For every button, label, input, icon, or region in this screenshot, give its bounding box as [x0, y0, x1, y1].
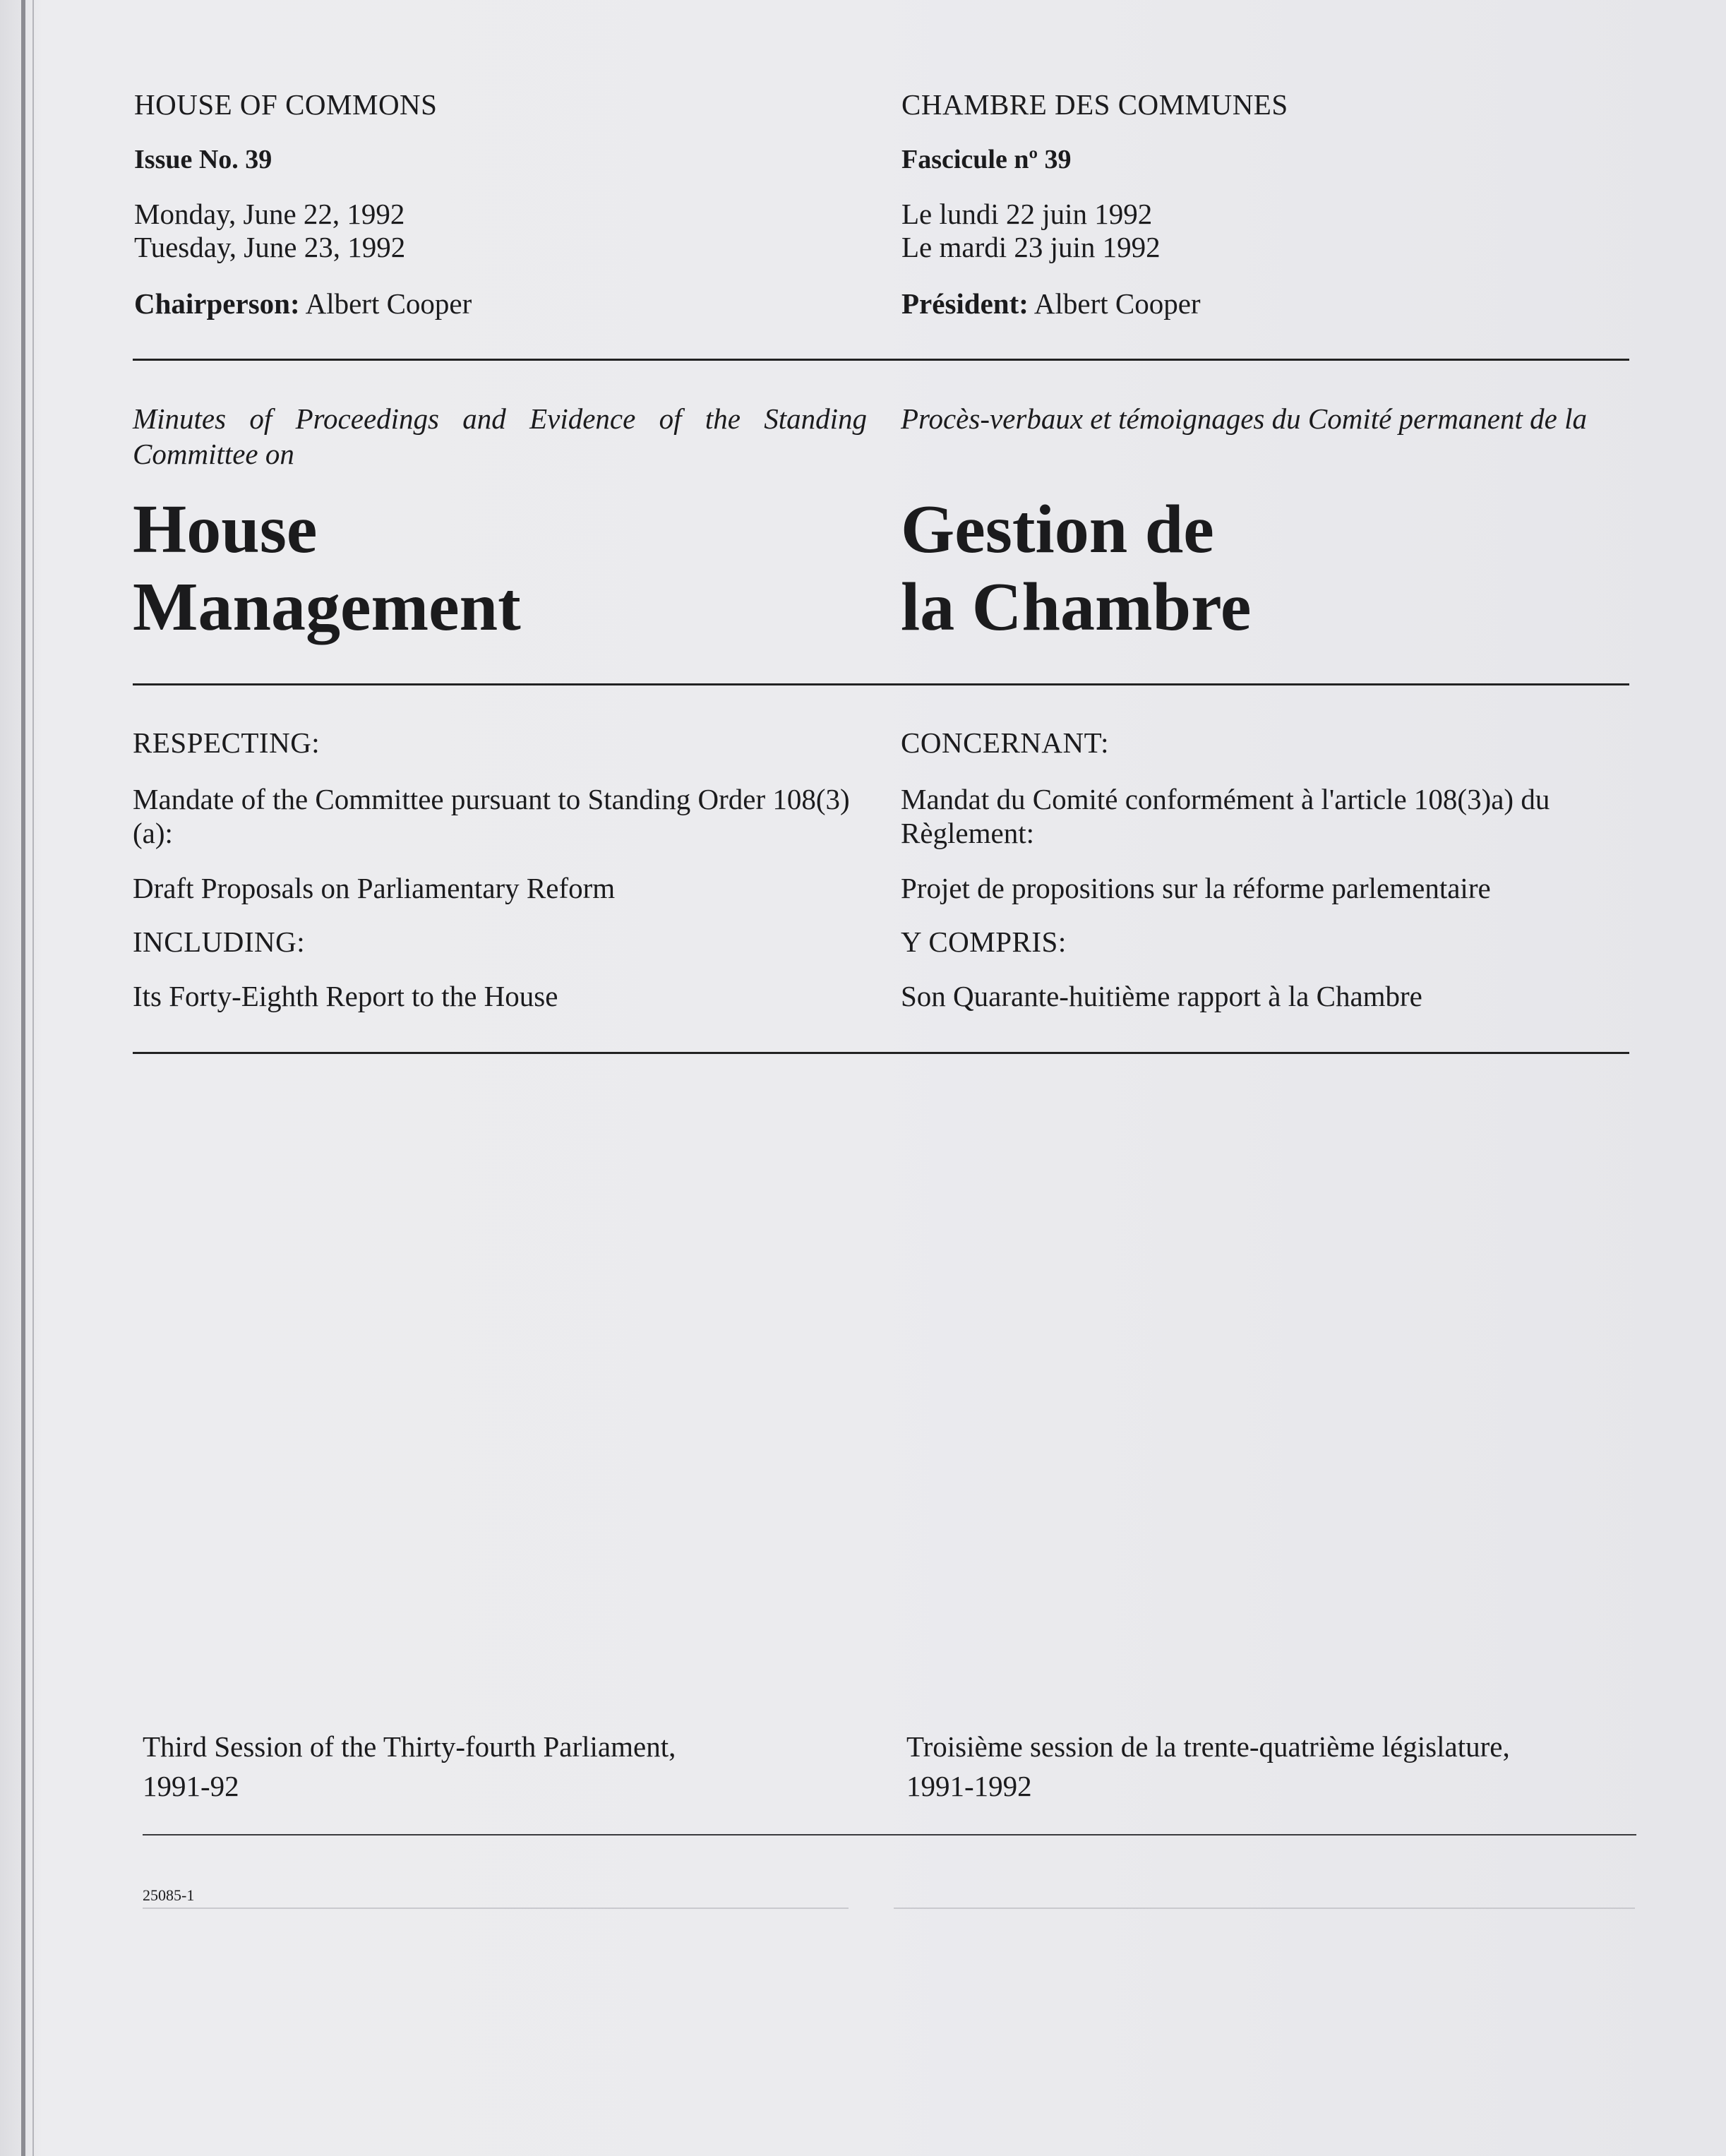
right-respecting-label: CONCERNANT: [901, 726, 1110, 759]
left-session-line: Third Session of the Thirty-fourth Parliament, [143, 1730, 676, 1763]
left-chairperson [134, 287, 472, 321]
binding-edge [21, 0, 25, 2156]
right-session-line: Troisième session de la trente-quatrième législature, [906, 1730, 1510, 1763]
left-title-line-1: House [133, 491, 318, 568]
left-session [143, 1727, 877, 1806]
left-minutes-heading: Minutes of Proceedings and Evidence of the Standing Committee on [133, 402, 867, 470]
right-proposals: Projet de propositions sur la réforme parlementaire [901, 872, 1491, 904]
right-date-2: Le mardi 23 juin 1992 [901, 231, 1161, 263]
left-respecting-label: RESPECTING: [133, 726, 320, 759]
right-session [906, 1727, 1683, 1806]
right-issue-number: Fascicule nº 39 [901, 145, 1072, 174]
right-date-1: Le lundi 22 juin 1992 [901, 198, 1153, 230]
right-chair-label: Président: [901, 287, 1029, 320]
left-session-years: 1991-92 [143, 1770, 239, 1802]
right-chair-name: Albert Cooper [1028, 287, 1201, 320]
left-report: Its Forty-Eighth Report to the House [133, 980, 558, 1012]
left-issue-number: Issue No. 39 [134, 145, 272, 174]
left-date-1: Monday, June 22, 1992 [134, 198, 405, 230]
left-including-label: INCLUDING: [133, 926, 306, 958]
right-session-years: 1991-1992 [906, 1770, 1032, 1802]
bleed-through-line-right [894, 1908, 1635, 1909]
left-committee-title [133, 491, 867, 646]
right-chairperson [901, 287, 1201, 321]
right-title-line-2: la Chambre [901, 569, 1252, 645]
right-mandate: Mandat du Comité conformément à l'article 108(3)a) du Règlement: [901, 783, 1550, 849]
right-institution: CHAMBRE DES COMMUNES [901, 88, 1288, 121]
left-title-line-2: Management [133, 569, 521, 645]
header-divider [133, 359, 1629, 361]
right-including-label: Y COMPRIS: [901, 926, 1067, 958]
left-mandate: Mandate of the Committee pursuant to Standing Order 108(3)(a): [133, 783, 850, 849]
print-code: 25085-1 [143, 1886, 195, 1904]
content-divider [133, 1052, 1629, 1054]
left-proposals: Draft Proposals on Parliamentary Reform [133, 872, 616, 904]
bleed-through-line-left [143, 1908, 849, 1909]
title-divider [133, 683, 1629, 685]
footer-divider [143, 1834, 1636, 1835]
right-minutes-heading: Procès-verbaux et témoignages du Comité permanent de la [901, 402, 1587, 435]
right-committee-title [901, 491, 1635, 646]
left-chair-label: Chairperson: [134, 287, 300, 320]
left-chair-name: Albert Cooper [299, 287, 472, 320]
binding-edge-shadow [32, 0, 34, 2156]
left-institution: HOUSE OF COMMONS [134, 88, 438, 121]
left-date-2: Tuesday, June 23, 1992 [134, 231, 406, 263]
right-report: Son Quarante-huitième rapport à la Chambre [901, 980, 1422, 1012]
right-title-line-1: Gestion de [901, 491, 1214, 568]
